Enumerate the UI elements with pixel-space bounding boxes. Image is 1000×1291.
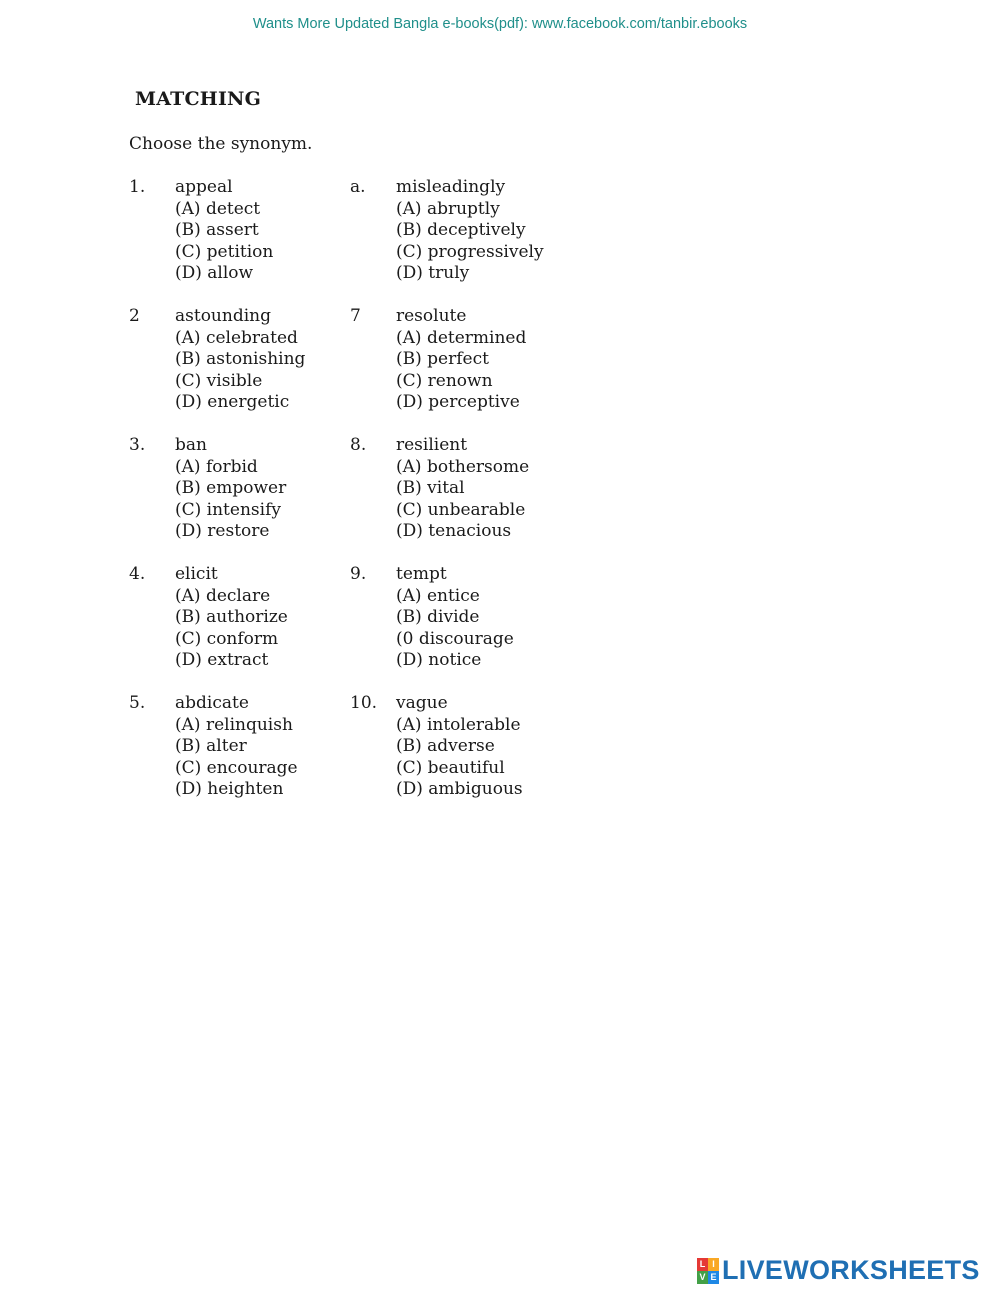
instruction-text: Choose the synonym. [129,134,313,154]
answer-option[interactable]: (C) intensify [175,499,281,520]
question-number: 4. [129,564,146,584]
answer-option[interactable]: (B) adverse [396,736,495,757]
answer-option[interactable]: (C) renown [396,370,493,391]
question-row [129,177,629,285]
question-item [350,306,610,414]
question-item [129,306,350,414]
question-row [129,306,629,414]
question-item [350,693,610,801]
question-row [129,693,629,801]
answer-option[interactable]: (A) bothersome [396,456,530,477]
answer-option[interactable]: (B) vital [396,478,465,499]
question-list [129,177,629,822]
question-word: vague [396,693,448,713]
answer-option[interactable]: (A) relinquish [175,714,293,735]
question-word: appeal [175,177,233,197]
question-number: 8. [350,435,367,455]
answer-option[interactable]: (B) authorize [175,607,288,628]
question-number: 9. [350,564,367,584]
liveworksheets-logo [697,1255,980,1286]
live-badge-icon [697,1258,719,1284]
question-word: resolute [396,306,467,326]
question-number: 10. [350,693,378,713]
answer-option[interactable]: (D) truly [396,263,470,284]
answer-option[interactable]: (A) detect [175,198,261,219]
question-number: 7 [350,306,361,326]
question-item [350,435,610,543]
question-row [129,435,629,543]
badge-letter: I [708,1258,719,1271]
answer-option[interactable]: (C) encourage [175,757,298,778]
answer-option[interactable]: (D) allow [175,263,254,284]
answer-option[interactable]: (D) ambiguous [396,779,523,800]
badge-letter: L [697,1258,708,1271]
section-heading: MATCHING [135,88,262,110]
answer-option[interactable]: (B) astonishing [175,349,306,370]
answer-option[interactable]: (B) empower [175,478,287,499]
question-word: elicit [175,564,218,584]
answer-option[interactable]: (0 discourage [396,628,514,649]
question-item [129,693,350,801]
badge-letter: V [697,1271,708,1284]
badge-letter: E [708,1271,719,1284]
answer-option[interactable]: (D) restore [175,521,270,542]
answer-option[interactable]: (A) abruptly [396,198,500,219]
question-word: resilient [396,435,468,455]
question-number: 2 [129,306,140,326]
question-number: 1. [129,177,146,197]
question-number: 5. [129,693,146,713]
answer-option[interactable]: (B) alter [175,736,247,757]
answer-option[interactable]: (A) intolerable [396,714,521,735]
answer-option[interactable]: (A) entice [396,585,480,606]
question-item [129,435,350,543]
answer-option[interactable]: (B) deceptively [396,220,526,241]
question-word: astounding [175,306,271,326]
answer-option[interactable]: (A) celebrated [175,327,298,348]
answer-option[interactable]: (C) visible [175,370,263,391]
answer-option[interactable]: (C) conform [175,628,279,649]
answer-option[interactable]: (A) determined [396,327,527,348]
question-word: misleadingly [396,177,506,197]
answer-option[interactable]: (D) extract [175,650,269,671]
source-banner: Wants More Updated Bangla e-books(pdf): www.facebook.com/tanbir.ebooks [252,16,748,32]
question-item [350,177,610,285]
answer-option[interactable]: (D) notice [396,650,482,671]
question-item [129,564,350,672]
answer-option[interactable]: (B) assert [175,220,259,241]
answer-option[interactable]: (A) forbid [175,456,258,477]
answer-option[interactable]: (D) perceptive [396,392,520,413]
answer-option[interactable]: (C) beautiful [396,757,505,778]
question-row [129,564,629,672]
question-item [350,564,610,672]
answer-option[interactable]: (B) divide [396,607,480,628]
answer-option[interactable]: (C) petition [175,241,274,262]
question-word: ban [175,435,207,455]
answer-option[interactable]: (C) progressively [396,241,544,262]
question-number: 3. [129,435,146,455]
answer-option[interactable]: (B) perfect [396,349,489,370]
answer-option[interactable]: (D) heighten [175,779,284,800]
answer-option[interactable]: (D) tenacious [396,521,512,542]
answer-option[interactable]: (D) energetic [175,392,290,413]
question-item [129,177,350,285]
question-word: abdicate [175,693,249,713]
answer-option[interactable]: (A) declare [175,585,271,606]
logo-wordmark: LIVEWORKSHEETS [722,1255,980,1285]
answer-option[interactable]: (C) unbearable [396,499,526,520]
question-number: a. [350,177,366,197]
question-word: tempt [396,564,447,584]
